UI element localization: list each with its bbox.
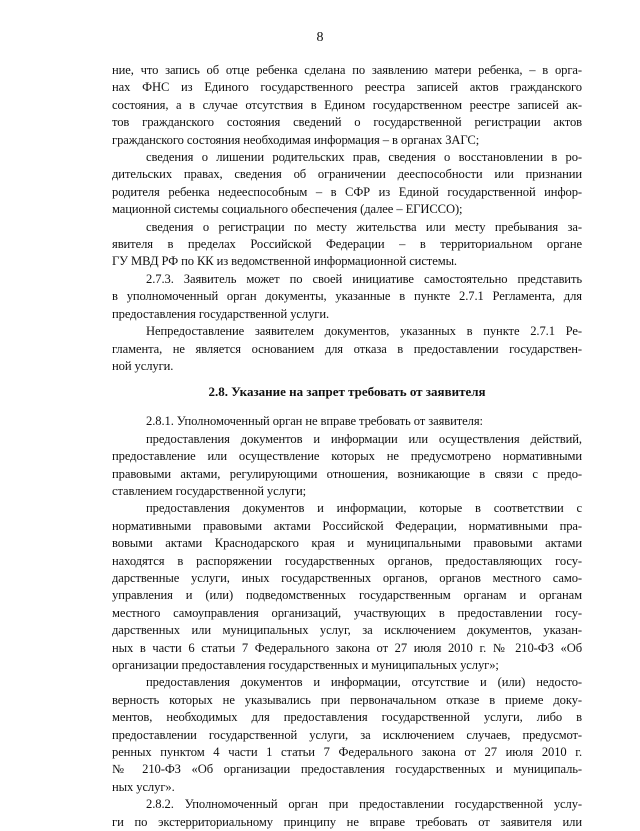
text-line: предоставления документов и информации, которые в соответствии с — [146, 501, 582, 516]
text-line: сведения о регистрации по месту жительства или месту пребывания за- — [146, 219, 582, 234]
text-line: Непредоставление заявителем документов, указанных в пункте 2.7.1 Ре- — [146, 324, 582, 339]
document-body — [112, 62, 582, 831]
text-line: явителя в пределах Российской Федерации – в территориальном органе — [112, 237, 582, 252]
text-line: ГУ МВД РФ по КК из ведомственной информационной системы. — [112, 254, 457, 269]
text-line: ментов, необходимых для предоставления государственной услуги, либо в — [112, 710, 582, 725]
text-line: дительских правах, сведения об ограничении дееспособности или признании — [112, 167, 582, 182]
text-line: предоставлении государственной услуги, за исключением случаев, предусмот- — [112, 727, 582, 742]
text-line: дарственных или муниципальных услуг, за исключением документов, указан- — [112, 623, 582, 638]
text-line: сведения о лишении родительских прав, сведения о восстановлении в ро- — [146, 150, 582, 165]
text-line: вовыми актами Краснодарского края и муниципальными правовыми актами — [112, 536, 582, 551]
text-line: нормативными правовыми актами Российской Федерации, нормативными пра- — [112, 518, 582, 533]
text-line: 2.8.2. Уполномоченный орган при предоставлении государственной услу- — [146, 797, 582, 812]
text-line: нах ФНС из Единого государственного реестра записей актов гражданского — [112, 80, 582, 95]
text-line: ставлением государственной услуги; — [112, 483, 307, 498]
text-line: мационной системы социального обеспечения (далее – ЕГИССО); — [112, 202, 463, 217]
text-line: дарственные услуги, иных государственных органов, органов местного само- — [112, 570, 582, 585]
text-line: верность которых не указывались при первоначальном отказе в приеме доку- — [112, 692, 582, 707]
text-line: ных услуг». — [112, 779, 175, 794]
text-line: родителя ребенка недееспособным – в СФР из Единой государственной инфор- — [112, 184, 582, 199]
text-line: правовыми актами, регулирующими отношения, возникающие в связи с предо- — [112, 466, 582, 481]
text-line: № 210-ФЗ «Об организации предоставления государственных и муниципаль- — [112, 762, 582, 777]
text-line: состояния, а в случае отсутствия в Едином государственном реестре записей ак- — [112, 97, 582, 112]
text-line: 2.7.3. Заявитель может по своей инициативе самостоятельно представить — [146, 271, 582, 286]
text-line: предоставления документов и информации, отсутствие и (или) недосто- — [146, 675, 582, 690]
text-line: гражданского состояния необходимая информация – в органах ЗАГС; — [112, 132, 480, 147]
text-line: 2.8.1. Уполномоченный орган не вправе требовать от заявителя: — [146, 414, 483, 429]
text-line: предоставления документов и информации или осуществления действий, — [146, 431, 582, 446]
paragraph — [112, 500, 582, 674]
text-line: предоставление или осуществление которых не предусмотрено нормативными — [112, 449, 582, 464]
text-line: ги по экстерриториальному принципу не вправе требовать от заявителя или — [112, 814, 582, 829]
text-line: предоставления государственной услуги. — [112, 306, 330, 321]
paragraph — [112, 796, 582, 831]
page-number: 8 — [316, 30, 324, 45]
paragraph — [112, 219, 582, 271]
paragraph — [112, 323, 582, 375]
paragraph — [112, 674, 582, 796]
text-line: ние, что запись об отце ребенка сделана по заявлению матери ребенка, – в орга- — [112, 63, 582, 77]
paragraph — [112, 149, 582, 219]
text-line: управления и (или) подведомственных государственным органам и органам — [112, 588, 582, 603]
text-line: ной услуги. — [112, 358, 174, 373]
text-line: находятся в распоряжении государственных органов, предоставляющих госу- — [112, 553, 582, 568]
text-line: гламента, не является основанием для отказа в предоставлении государствен- — [112, 341, 582, 356]
text-line: организации предоставления государственных и муниципальных услуг»; — [112, 658, 499, 672]
text-line: ных в части 6 статьи 7 Федерального закона от 27 июля 2010 г. № 210-ФЗ «Об — [112, 640, 582, 655]
section-heading: 2.8. Указание на запрет требовать от заявителя — [208, 384, 486, 400]
paragraph — [112, 413, 582, 430]
paragraph — [112, 271, 582, 323]
text-line: в уполномоченный орган документы, указанные в пункте 2.7.1 Регламента, для — [112, 289, 582, 304]
text-line: тов гражданского состояния сведений о государственной регистрации актов — [112, 115, 582, 130]
paragraph — [112, 431, 582, 501]
text-line: ренных пунктом 4 части 1 статьи 7 Федерального закона от 27 июля 2010 г. — [112, 745, 582, 760]
text-line: местного самоуправления организаций, участвующих в предоставлении госу- — [112, 605, 582, 620]
paragraph — [112, 62, 582, 149]
